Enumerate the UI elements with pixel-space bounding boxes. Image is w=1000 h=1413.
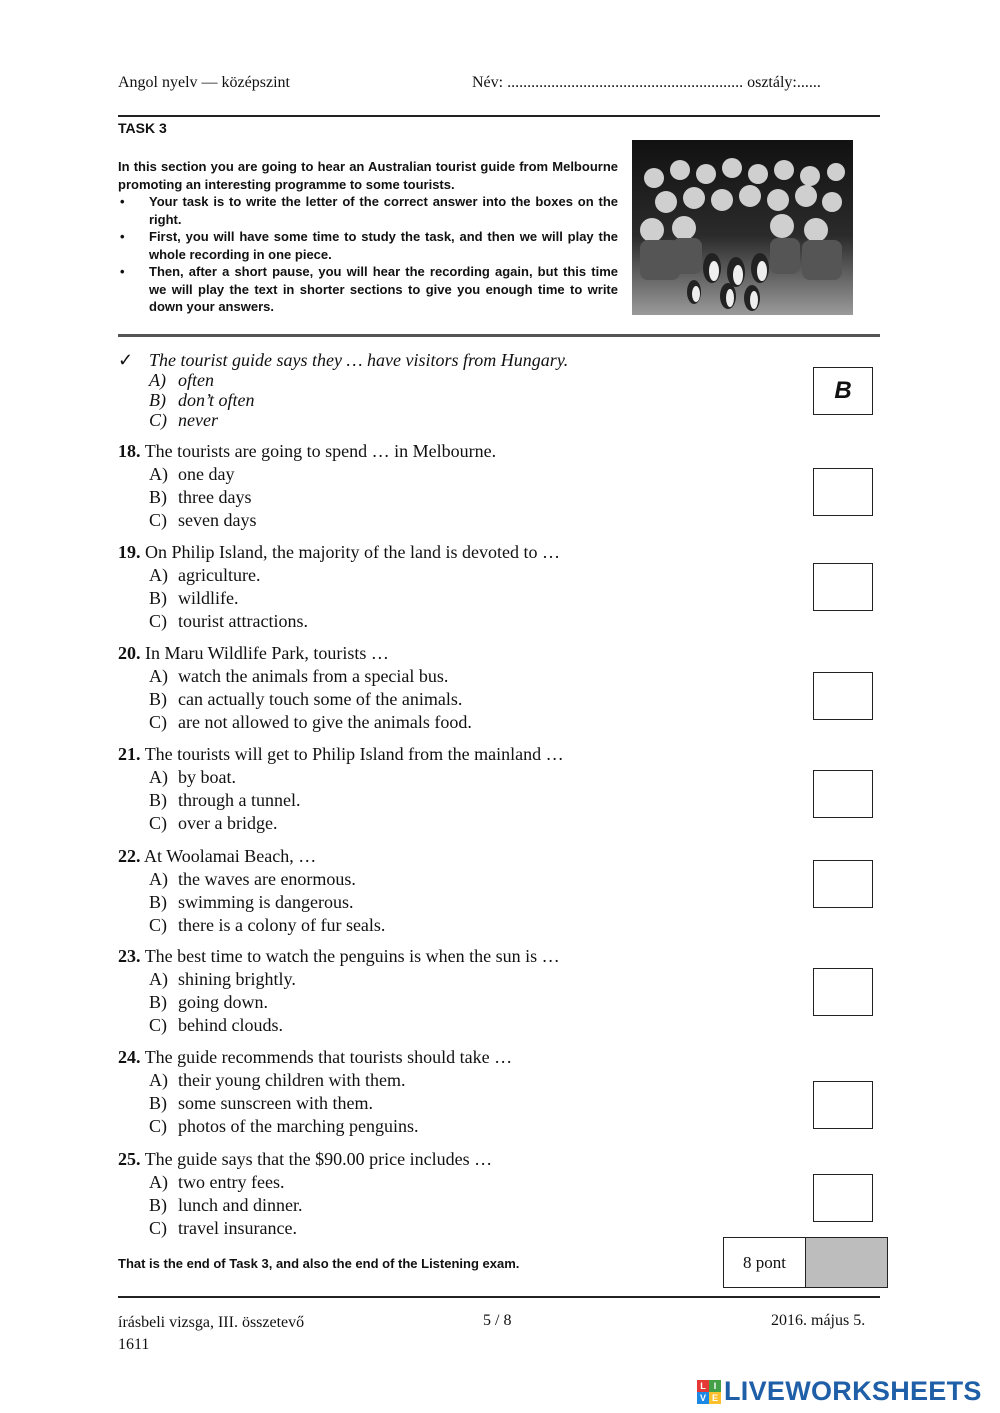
exam-date: 2016. május 5. [771, 1312, 866, 1329]
question-stem: The guide recommends that tourists should take … [144, 1047, 513, 1067]
answer-box-21[interactable] [813, 770, 873, 818]
question-19 [118, 541, 798, 633]
question-stem: The tourist guide says they … have visitors from Hungary. [149, 350, 569, 370]
question-24 [118, 1046, 798, 1138]
question-stem: On Philip Island, the majority of the land is devoted to … [145, 542, 560, 562]
option-c: C) seven days [149, 510, 257, 530]
option-b: B) don’t often [149, 390, 255, 410]
answer-box-18[interactable] [813, 468, 873, 516]
option-c: C) tourist attractions. [149, 611, 308, 631]
option-b: B) wildlife. [149, 588, 239, 608]
option-b: B) going down. [149, 992, 268, 1012]
option-a: A) the waves are enormous. [149, 869, 356, 889]
question-stem: The tourists will get to Philip Island from the mainland … [144, 744, 564, 764]
question-number: 22. [118, 846, 141, 866]
end-note: That is the end of Task 3, and also the end of the Listening exam. [118, 1256, 520, 1271]
header-name-class-field: Név: ........................................................... osztály:...... [472, 74, 821, 91]
example-question [118, 350, 798, 430]
option-a: A) shining brightly. [149, 969, 296, 989]
option-b: B) swimming is dangerous. [149, 892, 354, 912]
option-c: C) there is a colony of fur seals. [149, 915, 386, 935]
liveworksheets-wordmark: LIVEWORKSHEETS [724, 1376, 982, 1406]
option-b: B) through a tunnel. [149, 790, 301, 810]
question-stem: In Maru Wildlife Park, tourists … [145, 643, 389, 663]
question-stem: The guide says that the $90.00 price includes … [144, 1149, 493, 1169]
option-a: A) two entry fees. [149, 1172, 285, 1192]
option-c: C) over a bridge. [149, 813, 278, 833]
score-field [806, 1238, 887, 1287]
photo-illustration [632, 140, 853, 315]
option-b: B) some sunscreen with them. [149, 1093, 373, 1113]
footer-exam-info [118, 1312, 304, 1356]
answer-box-22[interactable] [813, 860, 873, 908]
footer-exam-code: 1611 [118, 1336, 150, 1353]
task-title: TASK 3 [118, 120, 167, 136]
question-number: 25. [118, 1149, 141, 1169]
instruction-item: • Your task is to write the letter of the correct answer into the boxes on the right. [118, 193, 618, 228]
instruction-list [118, 193, 618, 316]
option-a: A) their young children with them. [149, 1070, 406, 1090]
example-answer-box: B [813, 367, 873, 415]
option-b: B) three days [149, 487, 252, 507]
question-number: 24. [118, 1047, 141, 1067]
question-number: 19. [118, 542, 141, 562]
question-22 [118, 845, 798, 937]
answer-box-23[interactable] [813, 968, 873, 1016]
header-divider [118, 115, 880, 117]
answer-box-25[interactable] [813, 1174, 873, 1222]
option-c: C) never [149, 410, 218, 430]
option-a: A) watch the animals from a special bus. [149, 666, 449, 686]
question-21 [118, 743, 798, 835]
option-a: A) one day [149, 464, 235, 484]
question-number: 18. [118, 441, 141, 461]
question-number: 23. [118, 946, 141, 966]
instruction-item: • Then, after a short pause, you will hear the recording again, but this time we will play the text in shorter sections to give you enough time to write down your answers. [118, 263, 618, 316]
answer-box-19[interactable] [813, 563, 873, 611]
question-25 [118, 1148, 798, 1240]
option-a: A) often [149, 370, 214, 390]
score-box [723, 1237, 888, 1288]
checkmark-icon: ✓ [118, 350, 134, 370]
liveworksheets-logo [697, 1376, 982, 1407]
question-stem: The tourists are going to spend … in Melbourne. [144, 441, 497, 461]
footer-divider [118, 1296, 880, 1298]
task-instructions [118, 158, 618, 316]
header-subject: Angol nyelv — középszint [118, 74, 290, 91]
option-b: B) lunch and dinner. [149, 1195, 303, 1215]
footer-exam-part: írásbeli vizsga, III. összetevő [118, 1314, 305, 1331]
question-18 [118, 440, 798, 532]
answer-box-24[interactable] [813, 1081, 873, 1129]
option-c: C) behind clouds. [149, 1015, 283, 1035]
option-c: C) travel insurance. [149, 1218, 297, 1238]
section-divider [118, 334, 880, 337]
liveworksheets-icon: L I V E [697, 1380, 721, 1404]
option-b: B) can actually touch some of the animals. [149, 689, 463, 709]
instruction-item: • First, you will have some time to study the task, and then we will play the whole recording in one piece. [118, 228, 618, 263]
score-label: 8 pont [724, 1238, 806, 1287]
question-number: 20. [118, 643, 141, 663]
question-stem: The best time to watch the penguins is when the sun is … [144, 946, 560, 966]
option-c: C) photos of the marching penguins. [149, 1116, 419, 1136]
page-number: 5 / 8 [483, 1312, 512, 1329]
option-c: C) are not allowed to give the animals food. [149, 712, 472, 732]
intro-paragraph: In this section you are going to hear an Australian tourist guide from Melbourne promoting an interesting programme to some tourists. [118, 159, 618, 192]
question-23 [118, 945, 798, 1037]
tourists-with-penguins-photo [632, 140, 853, 315]
question-number: 21. [118, 744, 141, 764]
answer-box-20[interactable] [813, 672, 873, 720]
question-20 [118, 642, 798, 734]
option-a: A) agriculture. [149, 565, 261, 585]
option-a: A) by boat. [149, 767, 236, 787]
question-stem: At Woolamai Beach, … [144, 846, 317, 866]
